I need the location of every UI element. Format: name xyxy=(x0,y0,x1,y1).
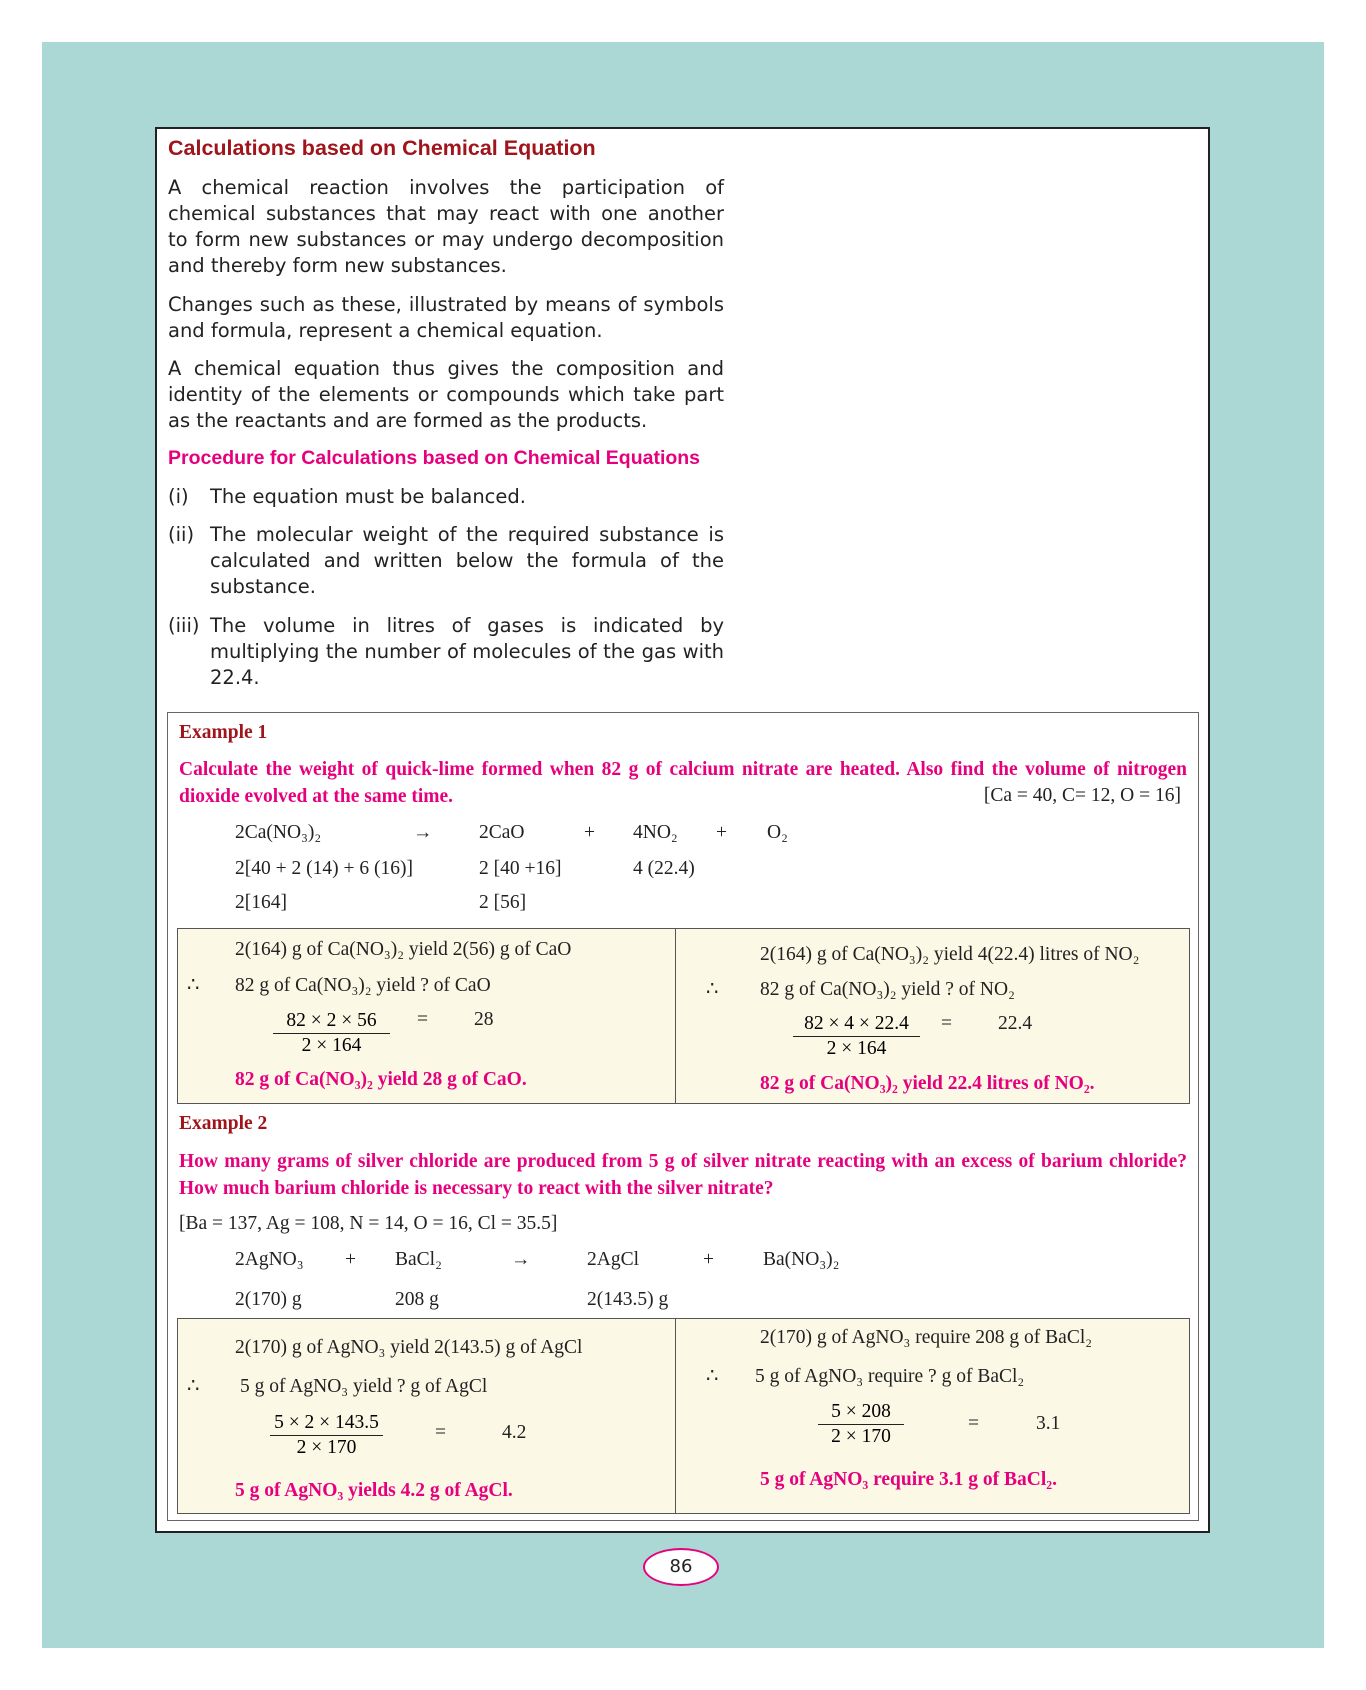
procedure-step: (i) The equation must be balanced. xyxy=(168,485,526,508)
example-2-question: How many grams of silver chloride are produced from 5 g of silver nitrate reacting with an excess of barium chloride? How much barium chloride is necessary to react with the silver nitrate? xyxy=(179,1151,1187,1199)
example-1-left-conclusion: 82 g of Ca(NO₃)₂ yield 28 g of CaO. xyxy=(235,1069,527,1090)
example-2-right-conclusion: 5 g of AgNO₃ require 3.1 g of BaCl₂. xyxy=(760,1469,1057,1490)
procedure-step: (iii) The volume in litres of gases is indicated by multiplying the number of molecules of the gas with 22.4. xyxy=(168,614,724,689)
example-1-label: Example 1 xyxy=(179,722,268,743)
example-1-constants: [Ca = 40, C= 12, O = 16] xyxy=(983,785,1181,806)
example-1-question: Calculate the weight of quick-lime formed when 82 g of calcium nitrate are heated. Also find the volume of nitrogen dioxide evolved at the same time. xyxy=(179,759,1187,807)
column-divider xyxy=(675,929,676,1103)
column-divider xyxy=(675,1319,676,1513)
page-number: 86 xyxy=(643,1548,719,1586)
example-2-left-conclusion: 5 g of AgNO₃ yields 4.2 g of AgCl. xyxy=(235,1480,513,1501)
example-1-right-conclusion: 82 g of Ca(NO₃)₂ yield 22.4 litres of NO₂. xyxy=(760,1073,1095,1094)
example-2-label: Example 2 xyxy=(179,1113,268,1134)
procedure-heading: Procedure for Calculations based on Chemical Equations xyxy=(168,447,701,469)
procedure-step: (ii) The molecular weight of the required substance is calculated and written below the formula of the substance. xyxy=(168,523,724,598)
section-title: Calculations based on Chemical Equation xyxy=(168,136,596,160)
example-2-constants: [Ba = 137, Ag = 108, N = 14, O = 16, Cl = 35.5] xyxy=(179,1213,558,1234)
